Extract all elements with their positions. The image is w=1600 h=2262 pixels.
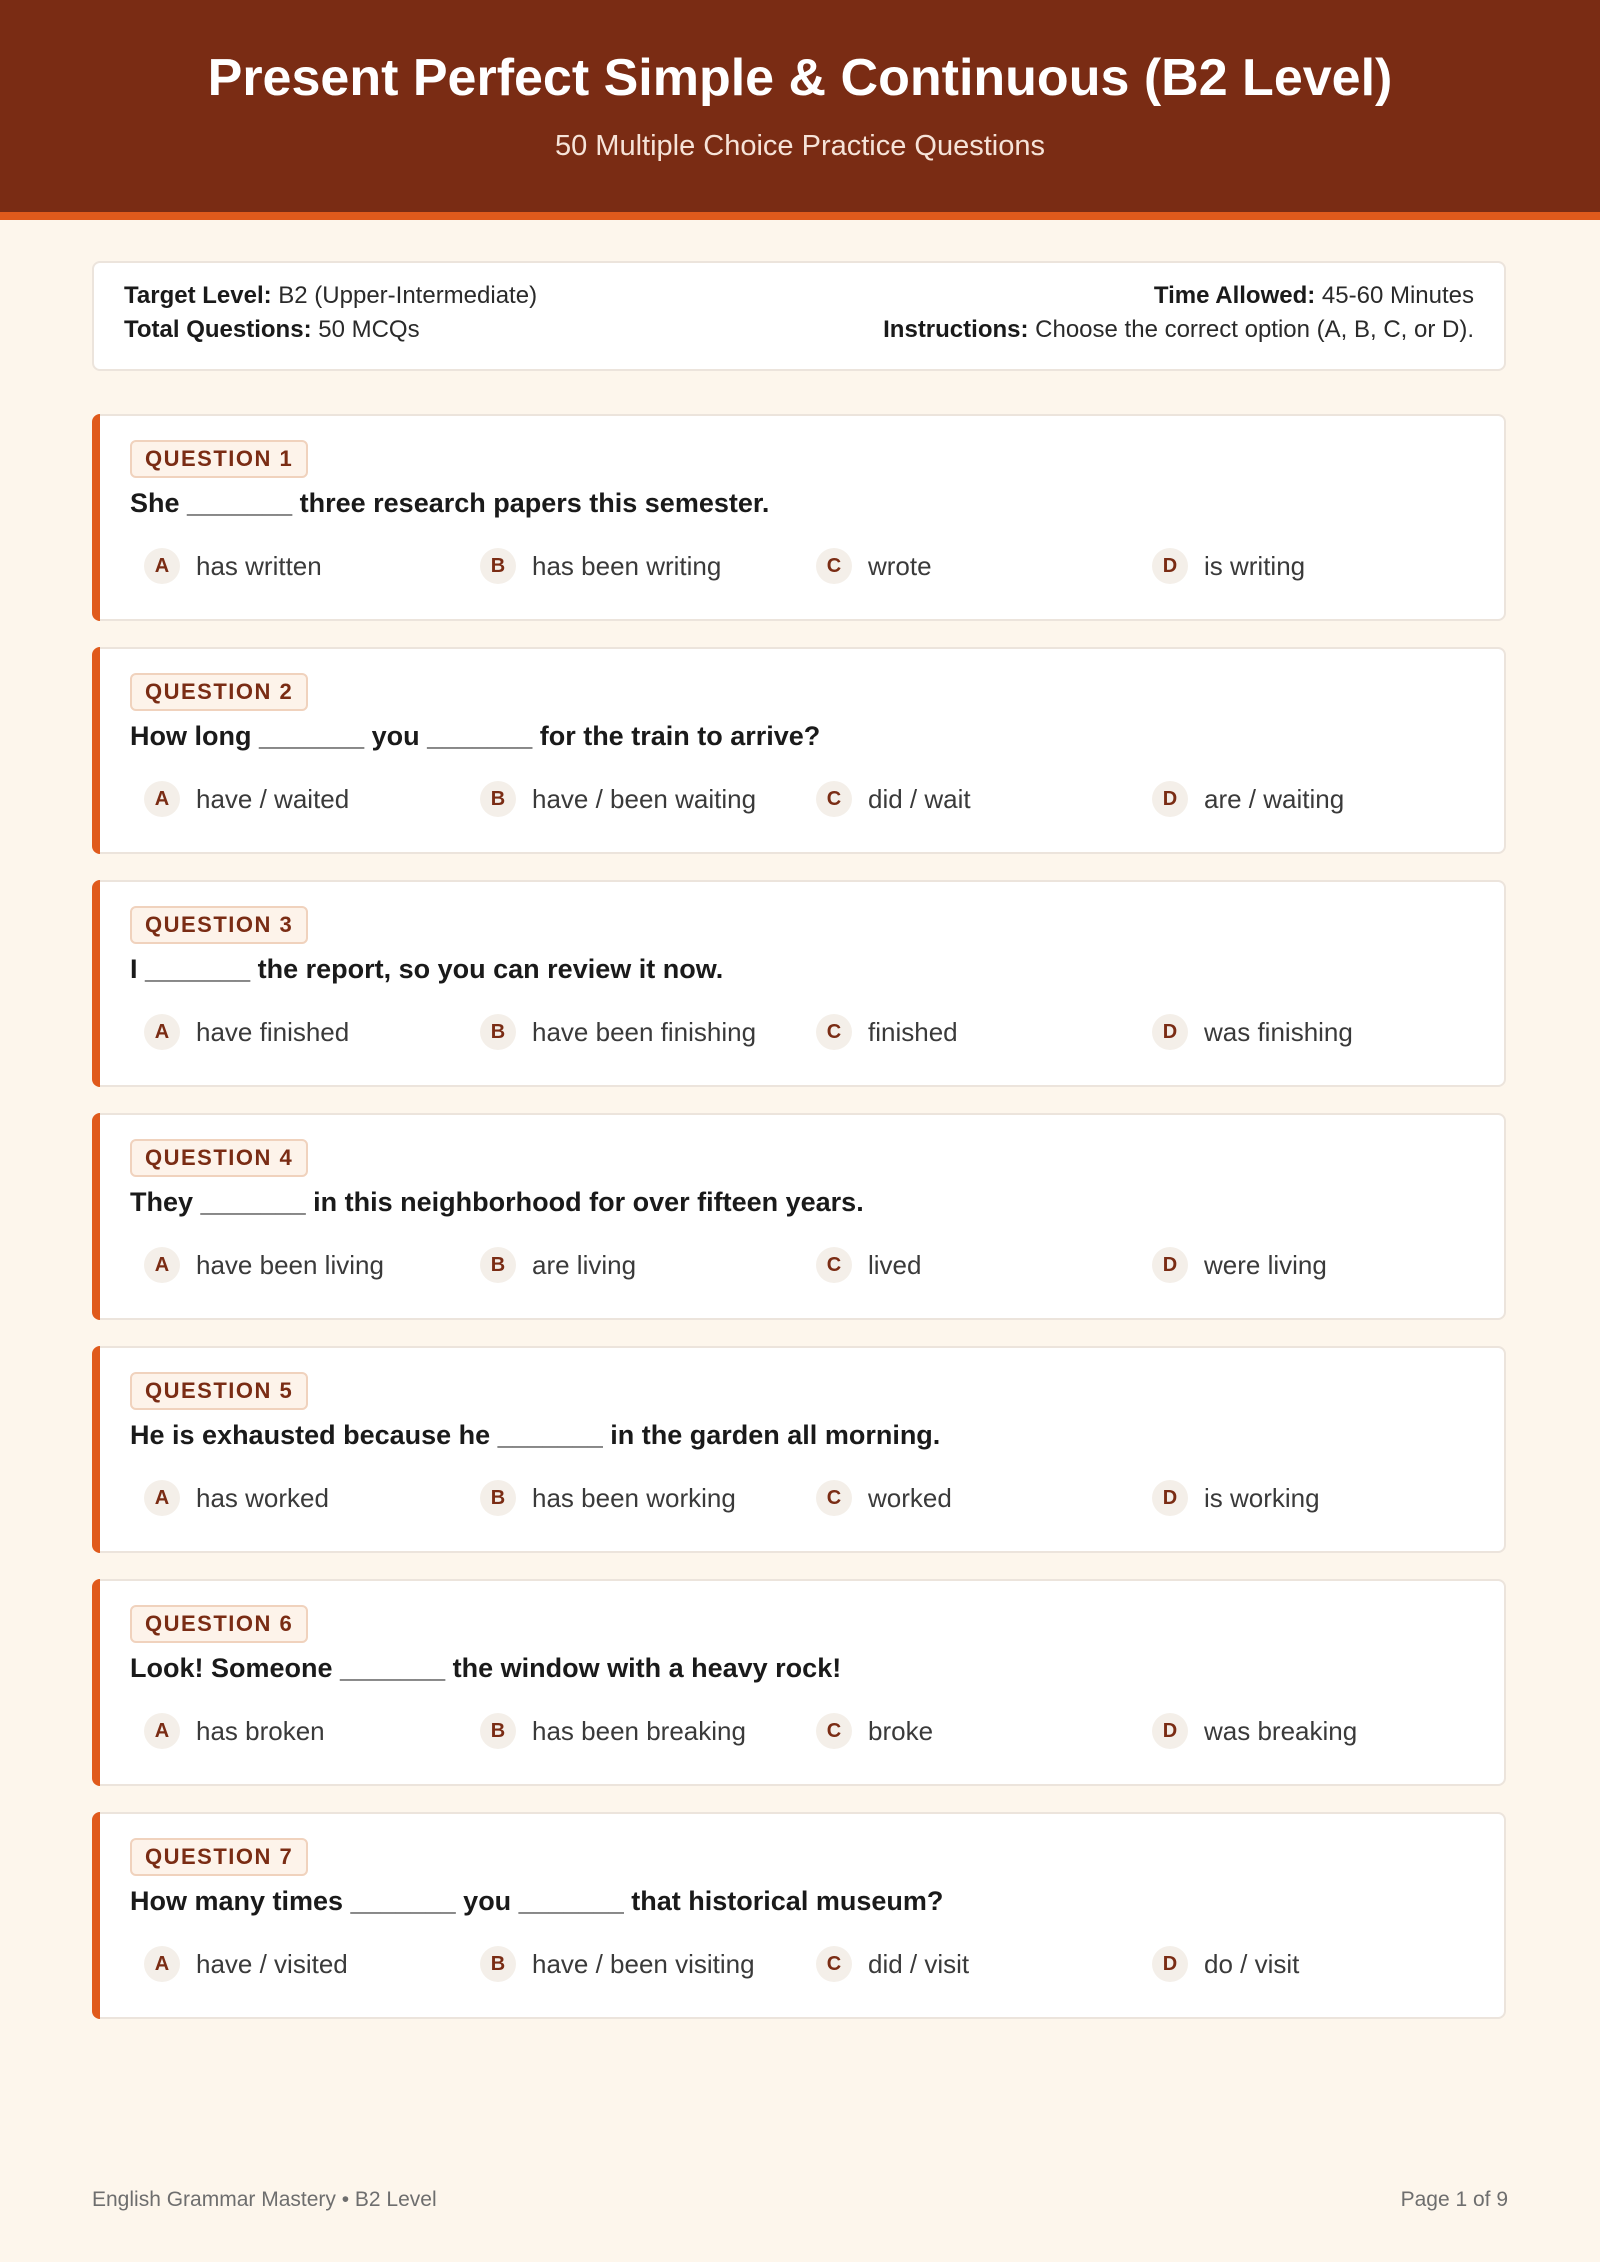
instructions-label: Instructions: (883, 316, 1029, 343)
option-d[interactable] (1152, 546, 1305, 586)
option-text: has been writing (532, 550, 722, 581)
option-text: has broken (196, 1715, 325, 1746)
question-number-badge: QUESTION 6 (130, 1605, 308, 1643)
option-text: broke (868, 1715, 934, 1746)
option-letter: B (480, 1713, 516, 1749)
option-b[interactable] (480, 779, 756, 819)
question-card (92, 1113, 1506, 1320)
question-text: Look! Someone _______ the window with a heavy rock! (130, 1653, 842, 1683)
option-text: lived (868, 1249, 922, 1280)
option-c[interactable] (816, 1012, 958, 1052)
option-c[interactable] (816, 1245, 921, 1285)
option-letter: D (1152, 1247, 1188, 1283)
page-subtitle: 50 Multiple Choice Practice Questions (554, 130, 1045, 162)
question-card (92, 1346, 1506, 1553)
option-text: have / waited (196, 783, 350, 814)
question-number-badge: QUESTION 2 (130, 673, 308, 711)
option-c[interactable] (816, 1944, 969, 1984)
page-header (0, 0, 1600, 220)
option-b[interactable] (480, 1711, 746, 1751)
option-letter: D (1152, 1014, 1188, 1050)
option-text: have been finishing (532, 1016, 757, 1047)
option-letter: D (1152, 1713, 1188, 1749)
option-c[interactable] (816, 546, 932, 586)
option-b[interactable] (480, 1944, 755, 1984)
option-text: has been breaking (532, 1715, 746, 1746)
question-text: They _______ in this neighborhood for over fifteen years. (130, 1187, 864, 1217)
option-letter: C (816, 781, 852, 817)
option-a[interactable] (144, 1245, 384, 1285)
question-number-badge: QUESTION 5 (130, 1372, 308, 1410)
option-letter: D (1152, 1480, 1188, 1516)
option-text: has worked (196, 1482, 329, 1513)
target-level-label: Target Level: (124, 282, 272, 309)
option-d[interactable] (1152, 1944, 1299, 1984)
option-a[interactable] (144, 546, 322, 586)
option-letter: C (816, 1247, 852, 1283)
option-text: worked (868, 1482, 952, 1513)
option-letter: B (480, 781, 516, 817)
option-text: has written (196, 550, 322, 581)
question-text: How long _______ you _______ for the train to arrive? (130, 721, 821, 751)
option-text: are living (532, 1249, 637, 1280)
page-number: Page 1 of 9 (1400, 2188, 1508, 2211)
option-letter: A (144, 1247, 180, 1283)
total-questions (124, 315, 420, 345)
option-a[interactable] (144, 1478, 329, 1518)
option-text: do / visit (1204, 1948, 1300, 1979)
option-text: have / been visiting (532, 1948, 755, 1979)
option-a[interactable] (144, 1012, 349, 1052)
instructions-value: Choose the correct option (A, B, C, or D). (1035, 316, 1474, 343)
option-d[interactable] (1152, 1245, 1327, 1285)
option-text: did / wait (868, 783, 971, 814)
question-number-badge: QUESTION 4 (130, 1139, 308, 1177)
option-letter: B (480, 1946, 516, 1982)
option-letter: D (1152, 781, 1188, 817)
question-text: He is exhausted because he _______ in the garden all morning. (130, 1420, 941, 1450)
option-letter: B (480, 1014, 516, 1050)
option-text: wrote (868, 550, 932, 581)
option-letter: B (480, 548, 516, 584)
option-letter: A (144, 1713, 180, 1749)
option-c[interactable] (816, 1478, 952, 1518)
option-letter: D (1152, 548, 1188, 584)
option-b[interactable] (480, 546, 721, 586)
total-questions-value: 50 MCQs (318, 316, 420, 343)
option-c[interactable] (816, 779, 971, 819)
option-letter: C (816, 548, 852, 584)
option-a[interactable] (144, 779, 349, 819)
option-text: finished (868, 1016, 958, 1047)
option-letter: C (816, 1480, 852, 1516)
time-allowed-value: 45-60 Minutes (1321, 282, 1474, 309)
option-text: were living (1204, 1249, 1327, 1280)
option-text: have finished (196, 1016, 350, 1047)
option-d[interactable] (1152, 1012, 1353, 1052)
option-d[interactable] (1152, 1711, 1357, 1751)
option-a[interactable] (144, 1944, 348, 1984)
option-letter: D (1152, 1946, 1188, 1982)
time-allowed (1154, 281, 1474, 311)
option-a[interactable] (144, 1711, 325, 1751)
instructions (883, 315, 1474, 345)
option-letter: C (816, 1713, 852, 1749)
option-text: have / visited (196, 1948, 348, 1979)
target-level-value: B2 (Upper-Intermediate) (278, 282, 538, 309)
option-b[interactable] (480, 1012, 756, 1052)
question-card (92, 1579, 1506, 1786)
target-level (124, 281, 537, 311)
question-text: She _______ three research papers this semester. (130, 488, 770, 518)
option-letter: A (144, 1014, 180, 1050)
option-text: was finishing (1204, 1016, 1353, 1047)
question-number-badge: QUESTION 7 (130, 1838, 308, 1876)
question-card (92, 414, 1506, 621)
option-text: have / been waiting (532, 783, 757, 814)
question-number-badge: QUESTION 3 (130, 906, 308, 944)
option-letter: A (144, 1946, 180, 1982)
time-allowed-label: Time Allowed: (1153, 282, 1316, 309)
info-box (92, 261, 1506, 371)
option-letter: C (816, 1946, 852, 1982)
option-text: has been working (532, 1482, 736, 1513)
option-d[interactable] (1152, 1478, 1320, 1518)
option-d[interactable] (1152, 779, 1344, 819)
question-text: How many times _______ you _______ that historical museum? (130, 1886, 944, 1916)
total-questions-label: Total Questions: (124, 316, 312, 343)
option-b[interactable] (480, 1245, 636, 1285)
option-letter: B (480, 1480, 516, 1516)
option-b[interactable] (480, 1478, 736, 1518)
option-text: was breaking (1204, 1715, 1358, 1746)
option-letter: A (144, 781, 180, 817)
option-letter: B (480, 1247, 516, 1283)
option-text: is working (1204, 1482, 1320, 1513)
question-card (92, 1812, 1506, 2019)
option-text: did / visit (868, 1948, 970, 1979)
question-text: I _______ the report, so you can review it now. (130, 954, 724, 984)
option-text: have been living (196, 1249, 384, 1280)
option-letter: A (144, 1480, 180, 1516)
footer-brand: English Grammar Mastery • B2 Level (92, 2188, 437, 2211)
question-card (92, 880, 1506, 1087)
option-c[interactable] (816, 1711, 933, 1751)
page-title: Present Perfect Simple & Continuous (B2 Level) (207, 49, 1393, 107)
question-card (92, 647, 1506, 854)
option-letter: A (144, 548, 180, 584)
option-text: are / waiting (1204, 783, 1345, 814)
option-letter: C (816, 1014, 852, 1050)
option-text: is writing (1204, 550, 1306, 581)
question-number-badge: QUESTION 1 (130, 440, 308, 478)
